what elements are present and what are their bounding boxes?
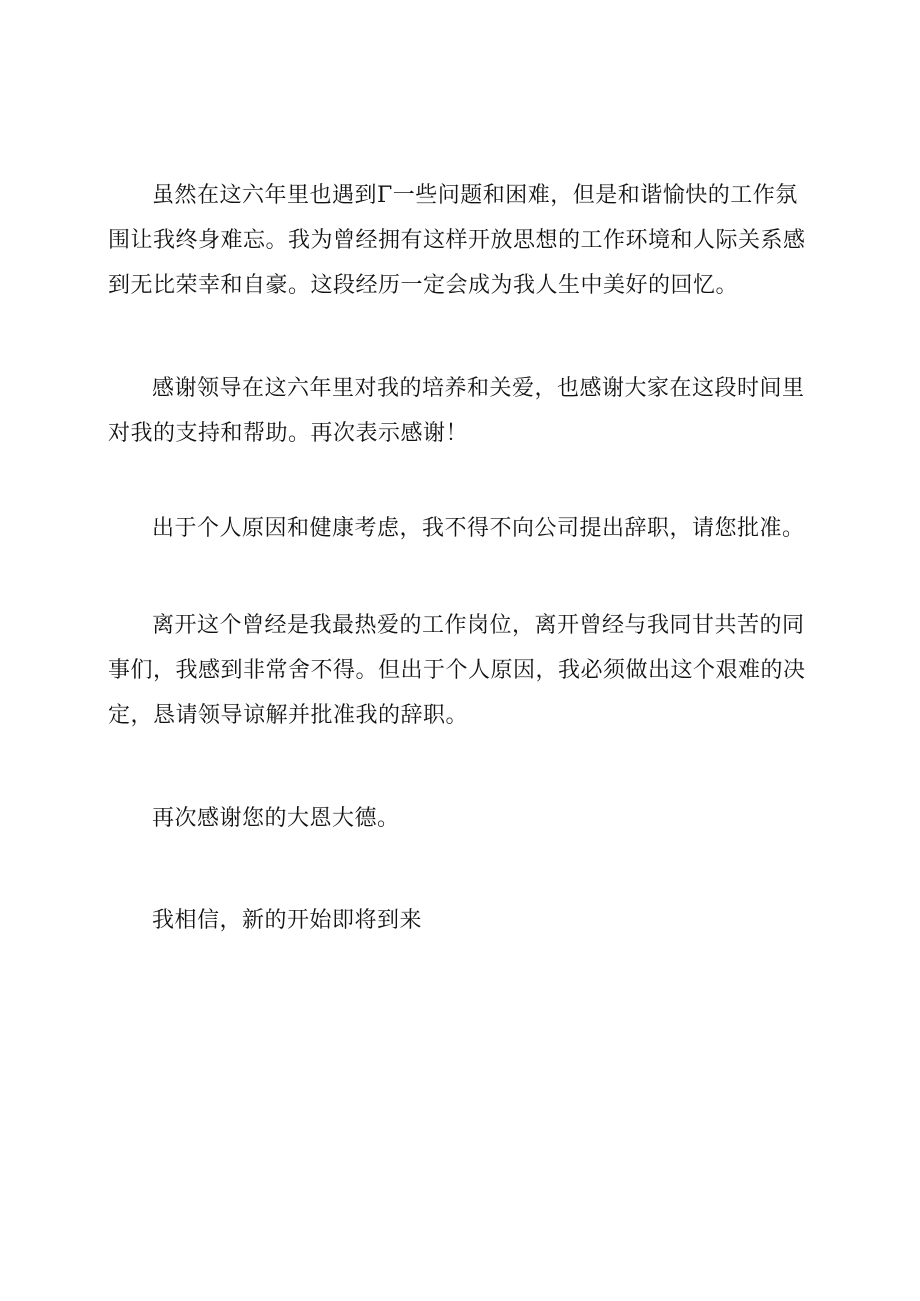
paragraph-new-beginning: 我相信，新的开始即将到来	[152, 908, 423, 933]
paragraph-difficulties: 虽然在这六年里也遇到Γ一些问题和困难，但是和谐愉快的工作氛围让我终身难忘。我为曾经拥有这样开放思想的工作环境和人际关系感到无比荣幸和自豪。这段经历一定会成为我人生中美好的回忆。	[108, 183, 806, 298]
paragraph-gratitude: 再次感谢您的大恩大德。	[152, 806, 400, 831]
paragraph-resignation-request: 出于个人原因和健康考虑，我不得不向公司提出辞职，请您批准。	[152, 516, 805, 541]
paragraph-thanks: 感谢领导在这六年里对我的培养和关爱，也感谢大家在这段时间里对我的支持和帮助。再次表示感谢！	[108, 376, 805, 446]
paragraph-leaving: 离开这个曾经是我最热爱的工作岗位，离开曾经与我同甘共苦的同事们，我感到非常舍不得。但出于个人原因，我必须做出这个艰难的决定，恳请领导谅解并批准我的辞职。	[108, 613, 806, 728]
